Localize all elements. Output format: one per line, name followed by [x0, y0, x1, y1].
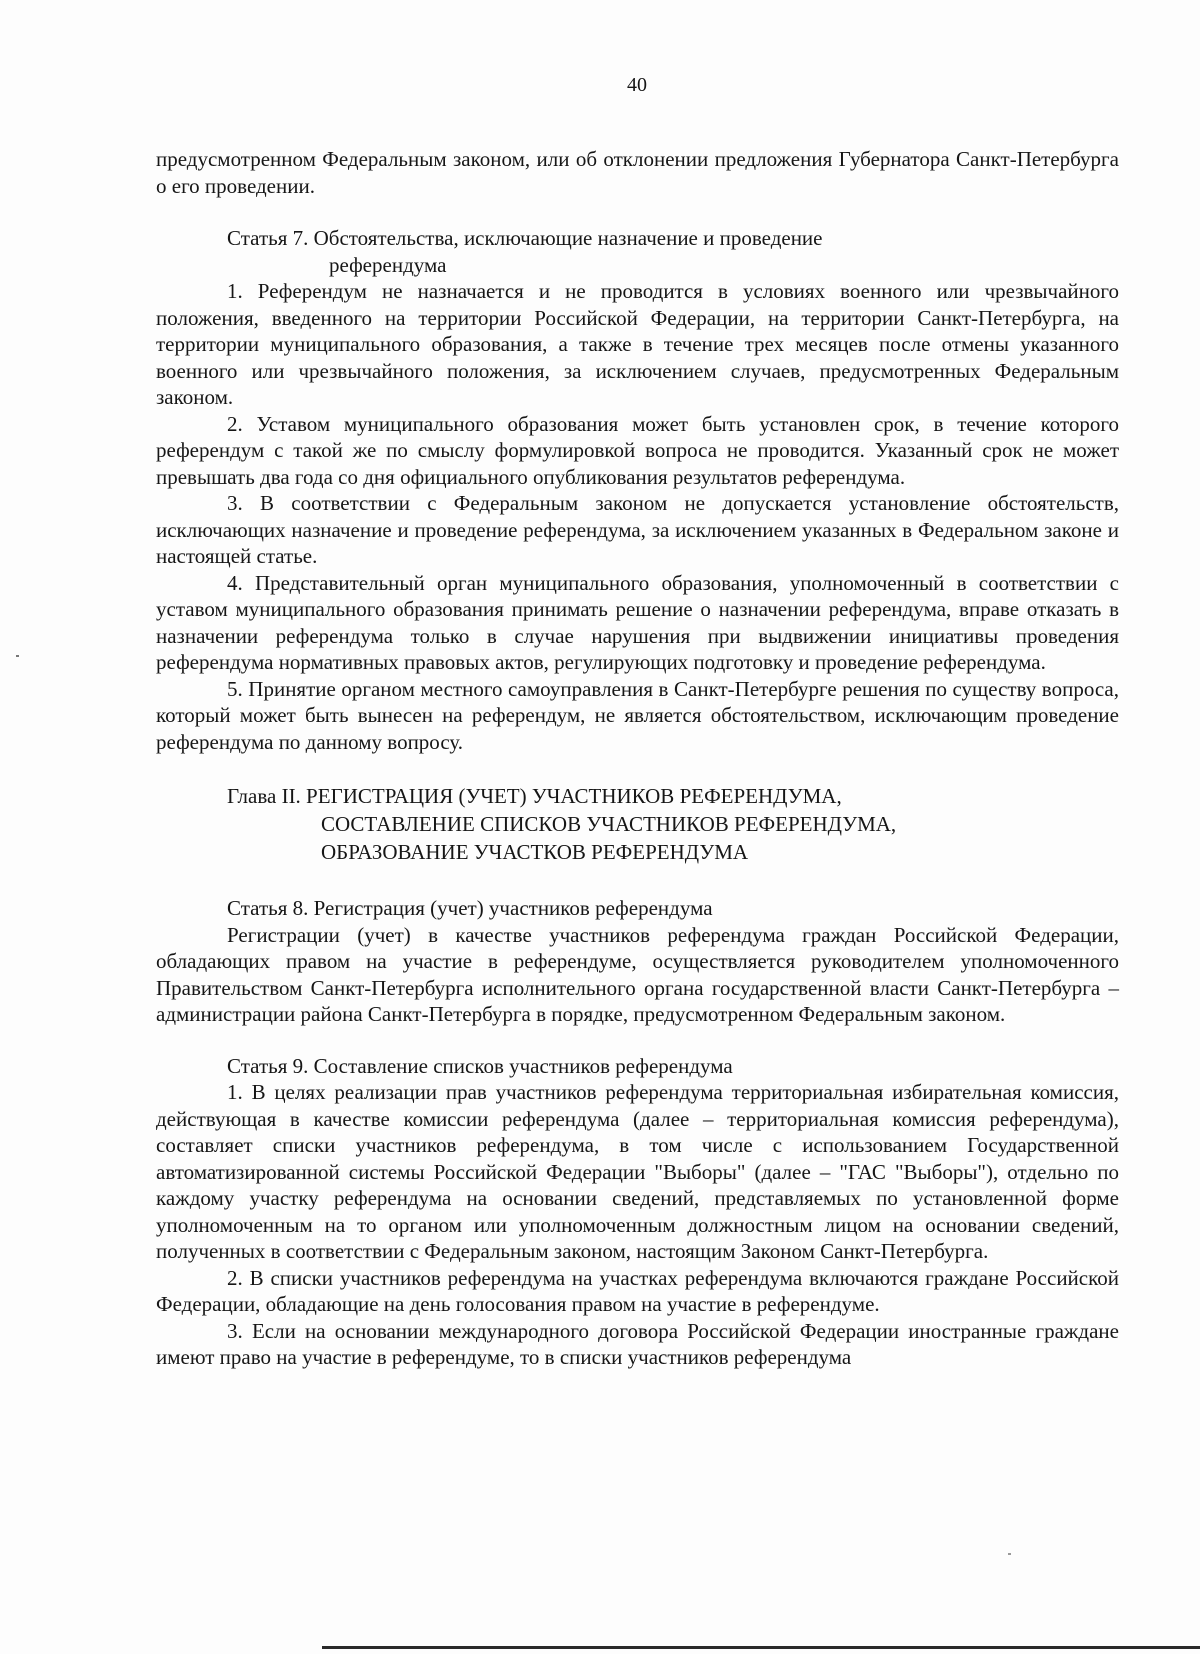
scan-edge-mark: [16, 655, 19, 657]
article-9-paragraph-1: 1. В целях реализации прав участников референдума территориальная избирательная комиссия, действующая в качестве комиссии референдума (далее – территориальная комиссия референдума), составляет списки участников референдума, в том числе с использованием Государственной автоматизированной системы Российской Федерации "Выборы" (далее – "ГАС "Выборы"), отдельно по каждому участку референдума на основании сведений, представляемых по установленной форме уполномоченным на то органом или уполномоченным должностным лицом на основании сведений, полученных в соответствии с Федеральным законом, настоящим Законом Санкт-Петербурга.: [156, 1080, 1119, 1263]
article-7-heading-line2: референдума: [329, 252, 447, 277]
chapter-2-heading: [156, 782, 1119, 866]
article-7-heading-line1: Статья 7. Обстоятельства, исключающие назначение и проведение: [227, 226, 823, 250]
article-9-paragraph-3: 3. Если на основании международного договора Российской Федерации иностранные граждане имеют право на участие в референдуме, то в списки участников референдума: [156, 1318, 1119, 1369]
article-7-paragraph-3: 3. В соответствии с Федеральным законом не допускается установление обстоятельств, исключающих назначение и проведение референдума, за исключением указанных в Федеральном законе и настоящей статье.: [156, 491, 1119, 568]
article-7-paragraph-1: 1. Референдум не назначается и не проводится в условиях военного или чрезвычайного положения, введенного на территории Российской Федерации, на территории Санкт-Петербурга, на территории муниципального образования, а также в течение трех месяцев после отмены указанного военного или чрезвычайного положения, за исключением случаев, предусмотренных Федеральным законом.: [156, 279, 1119, 409]
article-8-heading: Статья 8. Регистрация (учет) участников референдума: [227, 896, 713, 920]
document-body: [156, 146, 1119, 1371]
page-number: 40: [627, 74, 647, 96]
article-7-heading: [156, 225, 1119, 278]
chapter-2-heading-line2: СОСТАВЛЕНИЕ СПИСКОВ УЧАСТНИКОВ РЕФЕРЕНДУМА,: [321, 812, 897, 836]
chapter-2-heading-line1: Глава II. РЕГИСТРАЦИЯ (УЧЕТ) УЧАСТНИКОВ РЕФЕРЕНДУМА,: [227, 784, 842, 808]
article-7-paragraph-5: 5. Принятие органом местного самоуправления в Санкт-Петербурге решения по существу вопроса, который может быть вынесен на референдум, не является обстоятельством, исключающим проведение референдума по данному вопросу.: [156, 676, 1119, 754]
article-7-paragraph-2: 2. Уставом муниципального образования может быть установлен срок, в течение которого референдум с такой же по смыслу формулировкой вопроса не проводится. Указанный срок не может превышать два года со дня официального опубликования результатов референдума.: [156, 411, 1119, 489]
article-7-paragraph-4: 4. Представительный орган муниципального образования, уполномоченный в соответствии с уставом муниципального образования принимать решение о назначении референдума, вправе отказать в назначении референдума только в случае нарушения при выдвижении инициативы проведения референдума нормативных правовых актов, регулирующих подготовку и проведение референдума.: [156, 570, 1119, 674]
scan-speck: [1008, 1553, 1011, 1555]
continuation-paragraph: предусмотренном Федеральным законом, или об отклонении предложения Губернатора Санкт-Петербурга о его проведении.: [156, 147, 1119, 198]
article-9-paragraph-2: 2. В списки участников референдума на участках референдума включаются граждане Российской Федерации, обладающие на день голосования правом на участие в референдуме.: [156, 1265, 1119, 1316]
bottom-scan-edge-line: [322, 1646, 1200, 1649]
article-8-paragraph-1: Регистрации (учет) в качестве участников референдума граждан Российской Федерации, обладающих правом на участие в референдуме, осуществляется руководителем уполномоченного Правительством Санкт-Петербурга исполнительного органа государственной власти Санкт-Петербурга – администрации района Санкт-Петербурга в порядке, предусмотренном Федеральным законом.: [156, 922, 1119, 1026]
chapter-2-heading-line3: ОБРАЗОВАНИЕ УЧАСТКОВ РЕФЕРЕНДУМА: [321, 840, 749, 864]
article-9-heading: Статья 9. Составление списков участников референдума: [227, 1053, 733, 1078]
